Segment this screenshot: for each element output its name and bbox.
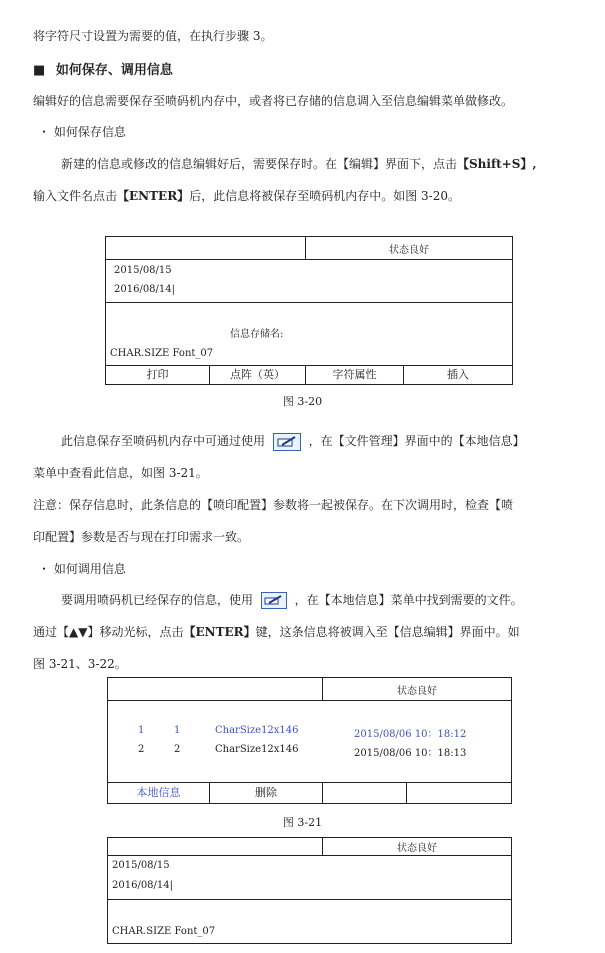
- row-no: 1: [138, 725, 145, 736]
- para-intro: 编辑好的信息需要保存至喷码机内存中，或者将已存储的信息调入至信息编辑菜单做修改。: [33, 94, 514, 108]
- note-line-1: 注意：保存信息时，此条信息的【喷印配置】参数将一起被保存。在下次调用时，检查【喷: [33, 498, 514, 512]
- para-save-2-end: 后，此信息将被保存至喷码机内存中。如图 3-20。: [189, 189, 460, 203]
- screen-tabs-21: [108, 782, 511, 803]
- tab-print[interactable]: 打印: [146, 368, 169, 381]
- para-load-2: [33, 623, 520, 640]
- enter-key-2: 【ENTER】: [183, 625, 256, 639]
- para-load-3: 图 3-21、3-22。: [33, 657, 127, 671]
- section-heading: [33, 59, 173, 78]
- screen-header-21: [108, 678, 511, 701]
- save-name-prompt: 信息存储名:: [230, 329, 284, 340]
- screen-line-1: 2015/08/15: [114, 265, 172, 276]
- para-view-2: 菜单中查看此信息，如图 3-21。: [33, 466, 208, 480]
- heading-text: 如何保存、调用信息: [55, 63, 173, 78]
- tab-delete[interactable]: 删除: [209, 783, 322, 803]
- figure-3-21-screen: [107, 677, 512, 804]
- filename-field[interactable]: CHAR.SIZE Font_07: [112, 926, 216, 937]
- para-view: [61, 432, 525, 451]
- para-view-text-2: ，在【文件管理】界面中的【本地信息】: [308, 434, 525, 448]
- status-text: 状态良好: [389, 245, 429, 256]
- screen-header: [106, 237, 512, 260]
- row-date: 2015/08/06 10：18:13: [354, 748, 467, 759]
- screen-line-1: 2015/08/15: [112, 860, 170, 871]
- file-row-1[interactable]: [138, 725, 467, 740]
- figure-3-22-screen: [107, 837, 512, 944]
- screen-header-22: [108, 838, 511, 856]
- figure-3-20-screen: [105, 236, 513, 385]
- row-no: 2: [138, 744, 145, 755]
- subheading-save: ・ 如何保存信息: [38, 125, 126, 139]
- tab-dot-matrix[interactable]: 点阵（英）: [209, 366, 305, 384]
- shift-s-key: 【Shift+S】,: [457, 157, 537, 171]
- screen-tabs: [106, 365, 512, 384]
- note-line-2: 印配置】参数是否与现在打印需求一致。: [33, 530, 250, 544]
- tab-char-attr[interactable]: 字符属性: [305, 366, 403, 384]
- tab-empty-1[interactable]: [322, 783, 406, 803]
- file-row-2[interactable]: [138, 744, 467, 759]
- para-save-2-text: 输入文件名点击: [33, 189, 118, 203]
- status-text-21: 状态良好: [397, 686, 437, 697]
- tab-local-info[interactable]: 本地信息: [136, 786, 181, 799]
- subheading-load: ・ 如何调用信息: [38, 562, 126, 576]
- para-save-2: [33, 187, 460, 204]
- caption-3-20: 图 3-20: [282, 395, 323, 408]
- para-save-1: [61, 155, 537, 172]
- para-save-1-text: 新建的信息或修改的信息编辑好后，需要保存时。在【编辑】界面下，点击: [61, 157, 458, 171]
- para-load-1-text: 要调用喷码机已经保存的信息，使用: [61, 593, 254, 607]
- status-text-22: 状态良好: [397, 843, 437, 854]
- filename-field[interactable]: CHAR.SIZE Font_07: [110, 348, 214, 359]
- tab-empty-2[interactable]: [406, 783, 511, 803]
- para-load-1-text-2: ，在【本地信息】菜单中找到需要的文件。: [294, 593, 523, 607]
- screen-line-2: 2016/08/14|: [112, 880, 174, 891]
- edit-file-icon: [273, 433, 301, 451]
- heading-bullet: ■: [33, 63, 46, 78]
- tab-insert[interactable]: 插入: [403, 366, 512, 384]
- row-id: 1: [174, 725, 181, 736]
- row-id: 2: [174, 744, 181, 755]
- row-name: CharSize12x146: [215, 725, 299, 736]
- enter-key: 【ENTER】: [117, 189, 190, 203]
- row-date: 2015/08/06 10：18:12: [354, 729, 467, 740]
- para-step-3: 将字符尺寸设置为需要的值，在执行步骤 3。: [33, 29, 273, 43]
- para-view-text: 此信息保存至喷码机内存中可通过使用: [61, 434, 266, 448]
- row-name: CharSize12x146: [215, 744, 299, 755]
- para-load-2-text: 通过【▲▼】移动光标，点击: [33, 625, 184, 639]
- para-load-2-end: 键，这条信息将被调入至【信息编辑】界面中。如: [255, 625, 520, 639]
- open-file-icon: [261, 592, 287, 609]
- screen-line-2: 2016/08/14|: [114, 284, 176, 295]
- caption-3-21: 图 3-21: [282, 816, 323, 829]
- para-load-1: [61, 591, 523, 609]
